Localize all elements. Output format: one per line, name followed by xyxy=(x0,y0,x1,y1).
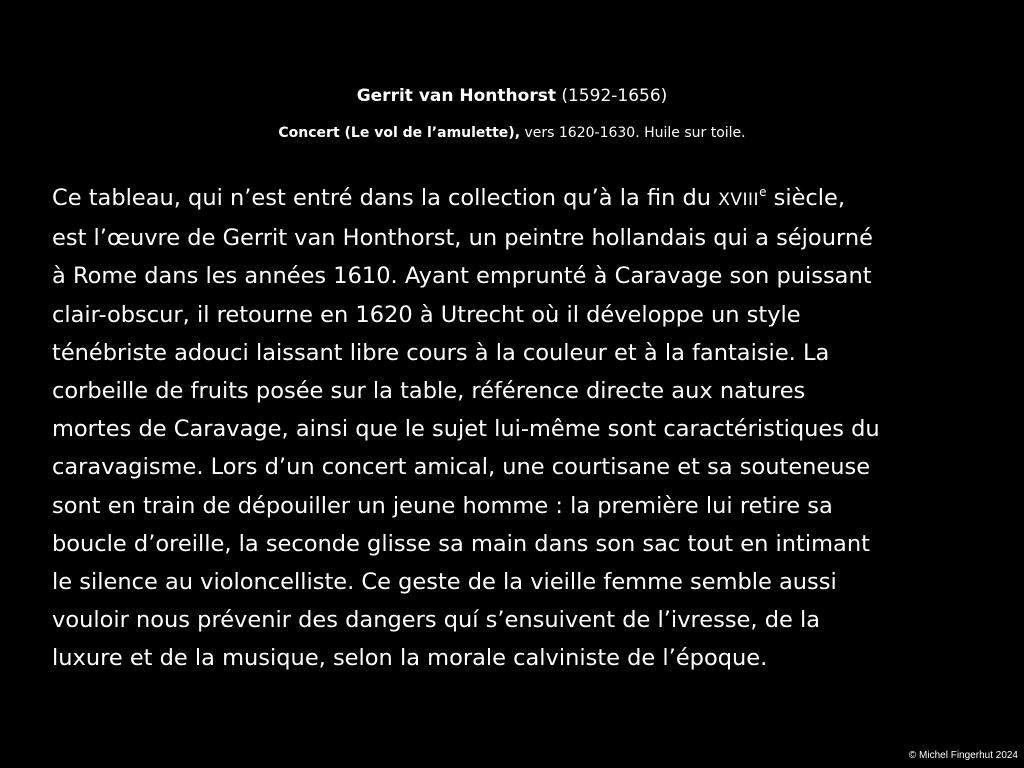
copyright-notice: © Michel Fingerhut 2024 xyxy=(908,750,1018,761)
century-superscript: e xyxy=(759,185,767,199)
text-segment: Ce tableau, qui n’est entré dans la collection qu’à la fin du xyxy=(52,185,719,211)
artist-dates: (1592-1656) xyxy=(561,86,668,106)
paragraph-line: est l’œuvre de Gerrit van Honthorst, un peintre hollandais qui a séjourné xyxy=(52,225,873,252)
artwork-details: vers 1620-1630. Huile sur toile. xyxy=(524,125,746,141)
paragraph-line: mortes de Caravage, ainsi que le sujet lui-même sont caractéristiques du xyxy=(52,416,880,443)
paragraph-line: vouloir nous prévenir des dangers quí s’ensuivent de l’ivresse, de la xyxy=(52,607,821,634)
century-numeral: XVIII xyxy=(718,190,760,210)
description-paragraph xyxy=(52,179,992,678)
artwork-title: Concert (Le vol de l’amulette), xyxy=(278,125,521,141)
paragraph-line: caravagisme. Lors d’un concert amical, une courtisane et sa souteneuse xyxy=(52,454,871,481)
paragraph-line: à Rome dans les années 1610. Ayant emprunté à Caravage son puissant xyxy=(52,263,872,290)
artist-line xyxy=(0,78,1024,114)
text-segment: siècle, xyxy=(766,185,846,211)
artist-name: Gerrit van Honthorst xyxy=(356,86,556,106)
paragraph-line: sont en train de dépouiller un jeune homme : la première lui retire sa xyxy=(52,492,833,519)
paragraph-line: luxure et de la musique, selon la morale calviniste de l’époque. xyxy=(52,645,768,672)
paragraph-line: corbeille de fruits posée sur la table, référence directe aux natures xyxy=(52,378,806,405)
artwork-line xyxy=(0,116,1024,150)
paragraph-line: clair-obscur, il retourne en 1620 à Utrecht où il développe un style xyxy=(52,301,801,328)
paragraph-line: ténébriste adouci laissant libre cours à la couleur et à la fantaisie. La xyxy=(52,339,830,366)
paragraph-line: boucle d’oreille, la seconde glisse sa main dans son sac tout en intimant xyxy=(52,530,870,557)
paragraph-line: le silence au violoncelliste. Ce geste de la vieille femme semble aussi xyxy=(52,569,837,596)
slide-heading xyxy=(0,78,1024,150)
paragraph-line xyxy=(52,179,992,219)
